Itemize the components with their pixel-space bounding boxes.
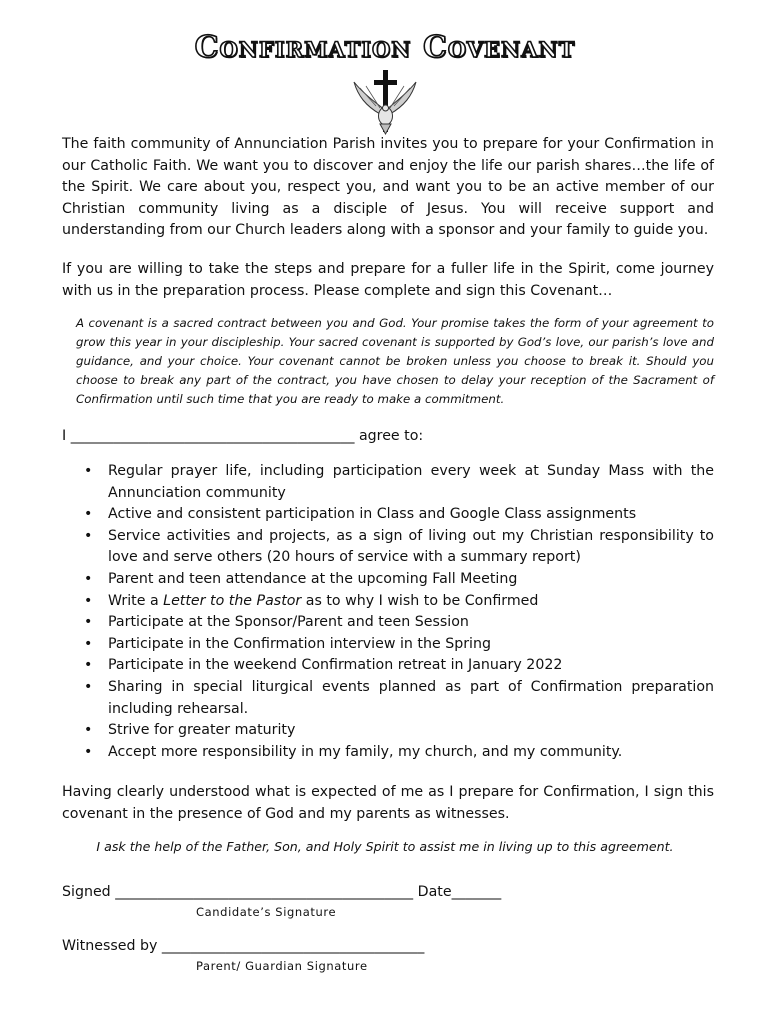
candidate-name-blank[interactable]: ________________________________________ — [70, 428, 355, 444]
letter-title-emphasis: Letter to the Pastor — [163, 592, 302, 609]
commitment-text: Active and consistent participation in Class and Google Class assignments — [108, 506, 637, 523]
list-item — [80, 612, 714, 634]
closing-paragraph: Having clearly understood what is expected of me as I prepare for Confirmation, I sign this covenant in the presence of God and my parents as witnesses. — [62, 784, 714, 822]
bullet-icon: • — [84, 527, 93, 544]
commitment-text: Regular prayer life, including participation every week at Sunday Mass with the Annunciation community — [108, 463, 714, 501]
commitment-text: Participate at the Sponsor/Parent and teen Session — [108, 614, 469, 631]
commitment-text: Sharing in special liturgical events planned as part of Confirmation preparation including rehearsal. — [108, 678, 714, 717]
invite-paragraph: If you are willing to take the steps and prepare for a fuller life in the Spirit, come journey with us in the preparation process. Please complete and sign this Covenant… — [62, 261, 714, 299]
list-item — [80, 742, 714, 764]
cross-and-dove-icon — [350, 70, 420, 136]
commitment-text: Write a Letter to the Pastor as to why I wish to be Confirmed — [108, 592, 539, 609]
covenant-definition-note: A covenant is a sacred contract between you and God. Your promise takes the form of your agreement to grow this year in your discipleship. Your sacred covenant is supported by God’s love, our parish’s love and guidance, and your choice. Your covenant cannot be broken unless you choose to break it. Should you choose to break any part of the contract, you have chosen to delay your reception of the Sacrament of Confirmation until such time that you are ready to make a commitment. — [76, 316, 714, 406]
guardian-signature-caption: Parent/ Guardian Signature — [196, 959, 368, 973]
list-item — [80, 677, 714, 720]
intro-paragraph: The faith community of Annunciation Parish invites you to prepare for your Confirmation in our Catholic Faith. We want you to discover and enjoy the life our parish shares…the life of the Spirit. We care about you, respect you, and want you to be an active member of our Christian community living as a disciple of Jesus. You will receive support and understanding from our Church leaders along with a sponsor and your family to guide you. — [62, 136, 714, 239]
date-label: Date — [417, 884, 452, 900]
bullet-icon: • — [84, 463, 93, 479]
agree-line — [62, 428, 423, 444]
list-item — [80, 504, 714, 526]
bullet-icon: • — [84, 657, 93, 674]
signed-line — [62, 884, 501, 900]
bullet-icon: • — [84, 592, 93, 609]
list-item — [80, 655, 714, 677]
commitments-list — [80, 461, 714, 763]
list-item — [80, 461, 714, 504]
bullet-icon: • — [84, 678, 93, 695]
list-item — [80, 569, 714, 591]
agree-suffix: agree to: — [358, 428, 424, 444]
list-item — [80, 634, 714, 656]
bullet-icon: • — [84, 722, 93, 739]
signed-label: Signed — [62, 884, 111, 900]
commitment-text: Strive for greater maturity — [108, 722, 296, 739]
page-title: Confirmation Covenant — [194, 30, 576, 65]
bullet-icon: • — [84, 570, 93, 587]
list-item — [80, 591, 714, 613]
commitment-text: Parent and teen attendance at the upcoming Fall Meeting — [108, 570, 518, 587]
agree-prefix: I — [62, 428, 67, 444]
commitment-text: Service activities and projects, as a sign of living out my Christian responsibility to love and serve others (20 hours of service with a summary report) — [108, 527, 714, 566]
bullet-icon: • — [84, 506, 93, 523]
commitment-text: Participate in the weekend Confirmation retreat in January 2022 — [108, 657, 563, 674]
prayer-line: I ask the help of the Father, Son, and Holy Spirit to assist me in living up to this agreement. — [96, 839, 674, 854]
bullet-icon: • — [84, 614, 93, 631]
witnessed-label: Witnessed by — [62, 938, 158, 954]
commitment-text: Participate in the Confirmation interview in the Spring — [108, 635, 491, 652]
candidate-signature-caption: Candidate’s Signature — [196, 905, 337, 919]
commitment-text: Accept more responsibility in my family, my church, and my community. — [108, 743, 623, 760]
list-item — [80, 720, 714, 742]
guardian-signature-blank[interactable]: _____________________________________ — [161, 938, 425, 954]
witnessed-line — [62, 938, 424, 954]
candidate-signature-blank[interactable]: __________________________________________ — [115, 884, 414, 900]
list-item — [80, 526, 714, 569]
bullet-icon: • — [84, 635, 93, 652]
bullet-icon: • — [84, 743, 93, 760]
date-blank[interactable]: _______ — [451, 884, 502, 900]
